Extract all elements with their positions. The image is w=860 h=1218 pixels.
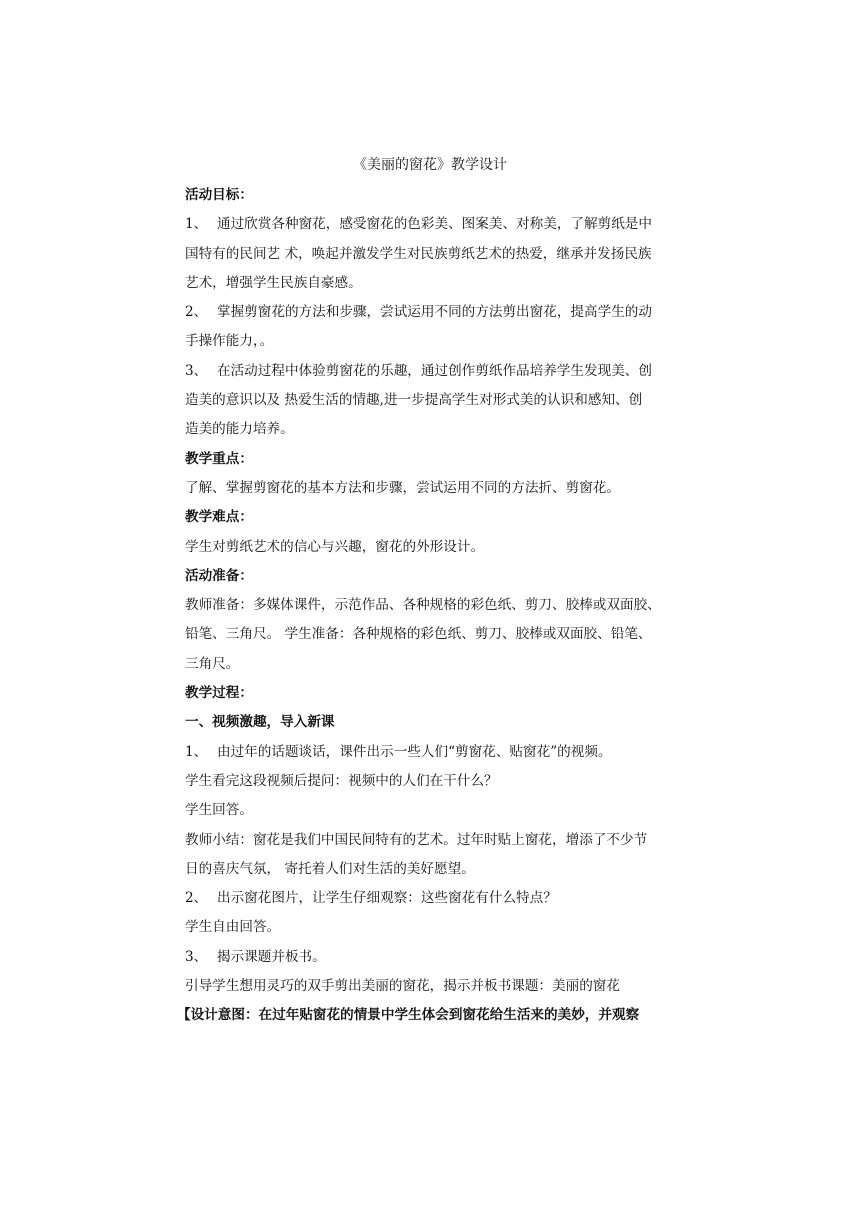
line-text: 铅笔、三角尺。 学生准备：各种规格的彩色纸、剪刀、胶棒或双面胶、铅笔、 (185, 626, 652, 643)
paragraph-line (185, 650, 677, 679)
line-text: 三角尺。 (185, 655, 240, 672)
paragraph-line (185, 620, 677, 649)
section-heading (185, 679, 677, 708)
section-heading (185, 503, 677, 532)
paragraph-line (185, 972, 677, 1001)
line-text: 学生自由回答。 (185, 919, 281, 936)
line-text: 手操作能力，。 (185, 333, 274, 350)
line-text: 教师准备：多媒体课件，示范作品、各种规格的彩色纸、剪刀、胶棒或双面胶、 (185, 597, 661, 614)
paragraph-line (185, 826, 677, 855)
paragraph-line (185, 855, 677, 884)
line-text: 掌握剪窗花的方法和步骤，尝试运用不同的方法剪出窗花，提高学生的动 (217, 304, 652, 321)
paragraph-line (185, 738, 677, 767)
line-text: 造美的意识以及 热爱生活的情趣,进一步提高学生对形式美的认识和感知、创 (185, 392, 643, 409)
line-text: 【设计意图：在过年贴窗花的情景中学生体会到窗花给生活来的美妙，并观察 (177, 1007, 640, 1024)
line-text: 造美的能力培养。 (185, 421, 294, 438)
paragraph-line (185, 591, 677, 620)
section-heading (185, 445, 677, 474)
line-text: 学生看完这段视频后提问：视频中的人们在干什么？ (185, 772, 498, 789)
line-text: 艺术，增强学生民族自豪感。 (185, 274, 362, 291)
line-text: 学生回答。 (185, 802, 253, 819)
line-text: 出示窗花图片，让学生仔细观察：这些窗花有什么特点？ (217, 890, 557, 907)
line-text: 由过年的话题谈话，课件出示一些人们“剪窗花、贴窗花”的视频。 (217, 743, 612, 760)
line-text: 引导学生想用灵巧的双手剪出美丽的窗花，揭示并板书课题：美丽的窗花 (185, 978, 620, 995)
line-text: 教学难点： (185, 509, 253, 526)
line-text: 日的喜庆气氛， 寄托着人们对生活的美好愿望。 (185, 860, 475, 877)
paragraph-line (185, 943, 677, 972)
paragraph-line (185, 298, 677, 327)
line-text: 在活动过程中体验剪窗花的乐趣，通过创作剪纸作品培养学生发现美、创 (217, 362, 652, 379)
paragraph-line (185, 269, 677, 298)
line-text: 一、视频激趣，导入新课 (185, 714, 335, 731)
document-title: 《美丽的窗花》教学设计 (353, 157, 507, 173)
paragraph-line (185, 210, 677, 239)
list-number: 1、 (185, 743, 208, 760)
line-text: 通过欣赏各种窗花，感受窗花的色彩美、图案美、对称美，了解剪纸是中 (217, 216, 652, 233)
list-number: 1、 (185, 216, 208, 233)
line-text: 活动准备： (185, 567, 253, 584)
line-text: 国特有的民间艺 术，唤起并激发学生对民族剪纸艺术的热爱，继承并发扬民族 (185, 245, 652, 262)
line-text: 了解、掌握剪窗花的基本方法和步骤，尝试运用不同的方法折、剪窗花。 (185, 479, 620, 496)
paragraph-line (185, 415, 677, 444)
paragraph-line (185, 357, 677, 386)
list-number: 3、 (185, 948, 208, 965)
paragraph-line (185, 533, 677, 562)
list-number: 2、 (185, 890, 208, 907)
section-heading (185, 708, 677, 737)
section-heading (177, 1001, 677, 1030)
line-text: 教学过程： (185, 685, 253, 702)
section-heading (185, 562, 677, 591)
paragraph-line (185, 327, 677, 356)
list-number: 2、 (185, 304, 208, 321)
line-text: 学生对剪纸艺术的信心与兴趣，窗花的外形设计。 (185, 538, 485, 555)
paragraph-line (185, 913, 677, 942)
document-body (177, 181, 677, 1031)
section-heading (185, 181, 677, 210)
line-text: 教学重点： (185, 450, 253, 467)
paragraph-line (185, 796, 677, 825)
paragraph-line (185, 240, 677, 269)
paragraph-line (185, 474, 677, 503)
line-text: 揭示课题并板书。 (217, 948, 326, 965)
paragraph-line (185, 767, 677, 796)
line-text: 活动目标： (185, 187, 253, 203)
line-text: 教师小结：窗花是我们中国民间特有的艺术。过年时贴上窗花，增添了不少节 (185, 831, 648, 848)
list-number: 3、 (185, 362, 208, 379)
paragraph-line (185, 386, 677, 415)
paragraph-line (185, 884, 677, 913)
